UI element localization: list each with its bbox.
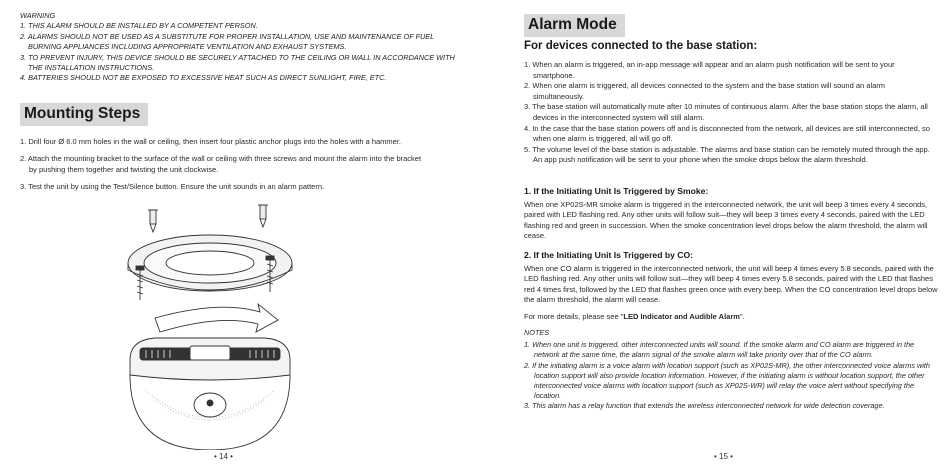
smoke-alarm-icon — [130, 338, 290, 450]
note-item: 2. If the initiating alarm is a voice alarm with location support (such as XP02S-MR), the other interconnected voice alarms with location support will also provide location information. However, if the initiating alarm is without location support, the other interconnected voice alarms with location support (such as XP02S-WR) will relay the voice alert without specifying the location. — [524, 360, 930, 401]
twist-arrow-icon — [155, 304, 278, 332]
details-line — [524, 312, 938, 323]
details-prefix: For more details, please see " — [524, 312, 624, 321]
warning-block — [20, 11, 460, 84]
list-item: 3. The base station will automatically mute after 10 minutes of continuous alarm. After the base station stops the alarm, all devices in the interconnected system will still alarm. — [524, 102, 928, 122]
mounting-step: 3. Test the unit by using the Test/Silence button. Ensure the unit sounds in an alarm pattern. — [20, 182, 325, 192]
co-section — [524, 250, 938, 306]
smoke-heading: 1. If the Initiating Unit Is Triggered by Smoke: — [524, 186, 709, 196]
mounting-steps-list — [20, 137, 430, 200]
anchor-plug-icon — [258, 205, 268, 227]
page-number: • 14 • — [214, 452, 233, 461]
page-number: • 15 • — [714, 452, 733, 461]
warning-item: 3. TO PREVENT INJURY, THIS DEVICE SHOULD BE SECURELY ATTACHED TO THE CEILING OR WALL IN ACCORDANCE WITH THE INSTALLATION INSTRUCTIONS. — [20, 52, 455, 73]
mounting-steps-title: Mounting Steps — [20, 103, 148, 126]
warning-item: 1. THIS ALARM SHOULD BE INSTALLED BY A COMPETENT PERSON. — [20, 21, 258, 31]
left-page — [0, 0, 470, 467]
smoke-section — [524, 186, 938, 242]
details-link: LED Indicator and Audible Alarm — [623, 312, 740, 321]
base-station-list — [524, 60, 938, 166]
co-heading: 2. If the Initiating Unit Is Triggered by CO: — [524, 250, 694, 260]
warning-title: WARNING — [20, 11, 56, 20]
warning-item: 4. BATTERIES SHOULD NOT BE EXPOSED TO EXCESSIVE HEAT SUCH AS DIRECT SUNLIGHT, FIRE, ETC. — [20, 73, 387, 83]
base-station-subtitle: For devices connected to the base station: — [524, 40, 758, 52]
list-item: 5. The volume level of the base station is adjustable. The alarms and base station can be remotely muted through the app. An app push notification will be sent to your phone when the smoke drops below the alarm threshold. — [524, 144, 930, 165]
alarm-mounting-drawing-icon — [110, 200, 320, 450]
list-item: 4. In the case that the base station powers off and is disconnected from the network, all devices are still interconnected, so when one alarm is triggered, all will go off. — [524, 123, 930, 144]
warning-item: 2. ALARMS SHOULD NOT BE USED AS A SUBSTITUTE FOR PROPER INSTALLATION, USE AND MAINTENANCE OF FUEL BURNING APPLIANCES INCLUDING APPROPRIATE VENTILATION AND EXHAUST SYSTEMS. — [20, 31, 435, 52]
right-page — [478, 0, 950, 467]
notes-block — [524, 328, 938, 412]
anchor-plug-icon — [148, 210, 158, 232]
details-suffix: ". — [739, 312, 745, 321]
mounting-step: 1. Drill four Ø 6.0 mm holes in the wall or ceiling, then insert four plastic anchor plugs into the holes with a hammer. — [20, 137, 402, 146]
list-item: 2. When one alarm is triggered, all devices connected to the system and the base station will sound an alarm simultaneously. — [524, 81, 886, 101]
mounting-illustration — [110, 200, 320, 450]
mounting-step: 2. Attach the mounting bracket to the surface of the wall or ceiling with three screws and mount the alarm into the bracket by pushing them together and twisting the unit clockwise. — [20, 154, 422, 174]
co-text: When one CO alarm is triggered in the interconnected network, the unit will beep 4 times every 5.8 seconds, paired with the LED flashing red. Any other units will follow suit—they will beep 4 times every 5.8 seconds, paired with the LED that flashes red 4 times first, followed by the LED that flashes green once with every beep. When the CO concentration level drops below the alarm threshold, the alarm will cease. — [524, 263, 938, 305]
smoke-text: When one XP02S-MR smoke alarm is triggered in the interconnected network, the unit will beep 3 times every 4 seconds, paired with LED flashing red. Any other units will follow suit—they will beep 3 times every 4 seconds, paired with the LED flashing red and green in succession. When the smoke concentration level drops below the alarm threshold, the alarm will cease. — [524, 199, 928, 241]
note-item: 1. When one unit is triggered, other interconnected units will sound. If the smoke alarm and CO alarm are triggered in the network at the same time, the alarm signal of the smoke alarm will take priority over that of the CO alarm. — [524, 340, 915, 360]
alarm-mode-title: Alarm Mode — [524, 14, 625, 37]
note-item: 3. This alarm has a relay function that extends the wireless interconnected network for wide detection coverage. — [524, 401, 885, 411]
notes-title: NOTES — [524, 328, 550, 337]
list-item: 1. When an alarm is triggered, an in-app message will appear and an alarm push notification will be sent to your smartphone. — [524, 60, 895, 80]
